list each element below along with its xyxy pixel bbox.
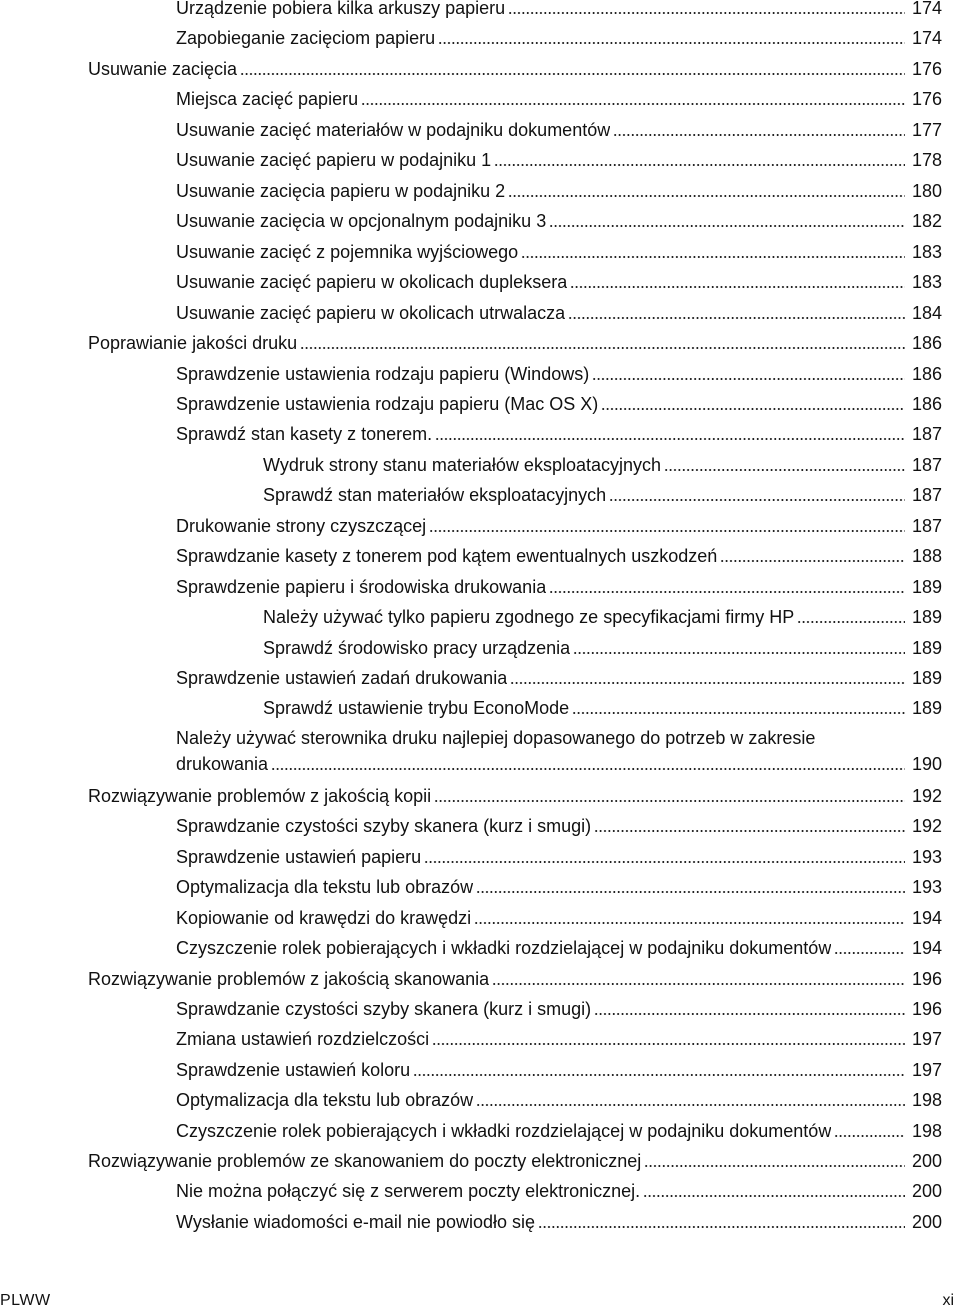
toc-dot-leader	[797, 621, 905, 623]
toc-entry-title: Nie można połączyć się z serwerem poczty elektronicznej.	[176, 1181, 641, 1201]
toc-entry-title: Czyszczenie rolek pobierających i wkładki rozdzielającej w podajniku dokumentów	[176, 1121, 832, 1141]
toc-entry-title: Sprawdź ustawienie trybu EconoMode	[263, 698, 570, 718]
toc-dot-leader	[474, 922, 905, 924]
toc-entry-page-number: 198	[911, 1090, 942, 1110]
toc-dot-leader	[613, 134, 905, 136]
toc-entry-page-number: 200	[911, 1212, 942, 1232]
toc-entry-page-number: 196	[911, 969, 942, 989]
toc-entry-title: drukowania	[176, 754, 269, 774]
toc-entry-title: Sprawdzenie ustawienia rodzaju papieru (Mac OS X)	[176, 394, 599, 414]
toc-entry-title: Zmiana ustawień rozdzielczości	[176, 1029, 430, 1049]
toc-entry-page-number: 186	[911, 333, 942, 353]
toc-entry-page-number: 174	[911, 28, 942, 48]
toc-dot-leader	[644, 1165, 905, 1167]
toc-entry-title: Sprawdzanie kasety z tonerem pod kątem ewentualnych uszkodzeń	[176, 546, 718, 566]
toc-entry-title: Usuwanie zacięć materiałów w podajniku dokumentów	[176, 120, 611, 140]
toc-dot-leader	[549, 225, 905, 227]
toc-entry[interactable]	[176, 363, 942, 385]
toc-entry[interactable]	[176, 149, 942, 171]
toc-entry[interactable]	[176, 393, 942, 415]
toc-entry-title: Usuwanie zacięcia w opcjonalnym podajniku 3	[176, 211, 547, 231]
toc-entry-page-number: 200	[911, 1181, 942, 1201]
toc-entry-page-number: 180	[911, 181, 942, 201]
toc-entry-title: Sprawdź środowisko pracy urządzenia	[263, 638, 571, 658]
toc-entry-page-number: 189	[911, 577, 942, 597]
toc-entry-title: Usuwanie zacięć papieru w podajniku 1	[176, 150, 492, 170]
toc-entry[interactable]	[176, 907, 942, 929]
toc-entry[interactable]	[176, 180, 942, 202]
toc-entry-page-number: 189	[911, 607, 942, 627]
toc-entry[interactable]	[263, 637, 942, 659]
toc-entry-title: Usuwanie zacięć papieru w okolicach dupleksera	[176, 272, 568, 292]
toc-entry[interactable]	[176, 1211, 942, 1233]
toc-entry-page-number: 189	[911, 638, 942, 658]
toc-entry[interactable]	[176, 576, 942, 598]
toc-dot-leader	[434, 800, 905, 802]
toc-entry-title: Drukowanie strony czyszczącej	[176, 516, 427, 536]
toc-entry[interactable]	[176, 271, 942, 293]
toc-entry-title: Czyszczenie rolek pobierających i wkładki rozdzielającej w podajniku dokumentów	[176, 938, 832, 958]
toc-dot-leader	[834, 1135, 905, 1137]
toc-entry-page-number: 187	[911, 485, 942, 505]
toc-dot-leader	[594, 830, 905, 832]
toc-entry[interactable]	[176, 937, 942, 959]
toc-entry-title: Wysłanie wiadomości e-mail nie powiodło się	[176, 1212, 535, 1232]
toc-entry[interactable]	[176, 545, 942, 567]
toc-entry-page-number: 200	[911, 1151, 942, 1171]
toc-entry-title: Kopiowanie od krawędzi do krawędzi	[176, 908, 472, 928]
toc-dot-leader	[271, 768, 905, 770]
toc-entry-page-number: 190	[911, 754, 942, 774]
toc-dot-leader	[361, 103, 905, 105]
toc-entry[interactable]	[88, 785, 942, 807]
toc-entry[interactable]	[88, 58, 942, 80]
toc-dot-leader	[492, 983, 905, 985]
toc-dot-leader	[664, 469, 905, 471]
toc-entry-page-number: 178	[911, 150, 942, 170]
toc-entry-page-number: 197	[911, 1029, 942, 1049]
toc-entry-page-number: 196	[911, 999, 942, 1019]
toc-entry[interactable]	[176, 241, 942, 263]
toc-entry-page-number: 176	[911, 89, 942, 109]
toc-dot-leader	[834, 952, 905, 954]
toc-entry-title: Rozwiązywanie problemów z jakością skanowania	[88, 969, 490, 989]
toc-entry-page-number: 193	[911, 877, 942, 897]
toc-entry[interactable]	[263, 454, 942, 476]
footer-language-code: PLWW	[0, 1292, 51, 1309]
toc-entry[interactable]	[176, 815, 942, 837]
toc-entry-page-number: 176	[911, 59, 942, 79]
toc-entry-page-number: 193	[911, 847, 942, 867]
toc-dot-leader	[592, 378, 905, 380]
toc-entry[interactable]	[263, 484, 942, 506]
toc-entry[interactable]	[88, 332, 942, 354]
toc-entry-page-number: 189	[911, 698, 942, 718]
footer-page-number: xi	[942, 1292, 954, 1309]
toc-entry-page-number: 194	[911, 908, 942, 928]
toc-entry[interactable]	[176, 0, 942, 19]
toc-entry[interactable]	[176, 119, 942, 141]
toc-dot-leader	[476, 891, 905, 893]
toc-entry-title: Wydruk strony stanu materiałów eksploatacyjnych	[263, 455, 662, 475]
toc-entry-page-number: 198	[911, 1121, 942, 1141]
toc-entry-title: Sprawdzenie ustawień papieru	[176, 847, 422, 867]
toc-dot-leader	[429, 530, 905, 532]
toc-dot-leader	[494, 164, 905, 166]
toc-entry-title: Urządzenie pobiera kilka arkuszy papieru	[176, 0, 506, 18]
toc-entry[interactable]	[176, 515, 942, 537]
toc-entry-title: Miejsca zacięć papieru	[176, 89, 359, 109]
toc-entry-page-number: 187	[911, 455, 942, 475]
toc-entry[interactable]	[176, 876, 942, 898]
toc-dot-leader	[508, 12, 905, 14]
toc-entry-page-number: 186	[911, 364, 942, 384]
toc-entry-title: Poprawianie jakości druku	[88, 333, 298, 353]
toc-dot-leader	[720, 560, 905, 562]
toc-dot-leader	[435, 438, 905, 440]
toc-dot-leader	[432, 1043, 905, 1045]
toc-entry[interactable]	[88, 1150, 942, 1172]
toc-entry-page-number: 183	[911, 272, 942, 292]
toc-entry-page-number: 177	[911, 120, 942, 140]
toc-entry-title: Sprawdź stan kasety z tonerem.	[176, 424, 433, 444]
toc-dot-leader	[572, 712, 905, 714]
toc-entry-title: Sprawdzenie ustawień zadań drukowania	[176, 668, 508, 688]
toc-entry-page-number: 188	[911, 546, 942, 566]
toc-entry[interactable]	[176, 753, 942, 775]
toc-dot-leader	[570, 286, 905, 288]
toc-entry-title: Zapobieganie zacięciom papieru	[176, 28, 436, 48]
toc-entry[interactable]	[176, 1059, 942, 1081]
toc-entry-page-number: 186	[911, 394, 942, 414]
toc-entry-title: Rozwiązywanie problemów z jakością kopii	[88, 786, 432, 806]
toc-entry-title: Usuwanie zacięcia	[88, 59, 238, 79]
toc-entry-title: Rozwiązywanie problemów ze skanowaniem do poczty elektronicznej	[88, 1151, 642, 1171]
toc-entry-title: Sprawdź stan materiałów eksploatacyjnych	[263, 485, 607, 505]
toc-entry-title: Optymalizacja dla tekstu lub obrazów	[176, 1090, 474, 1110]
toc-entry[interactable]	[176, 88, 942, 110]
toc-entry[interactable]	[263, 606, 942, 628]
toc-entry[interactable]	[176, 1028, 942, 1050]
toc-entry-page-number: 184	[911, 303, 942, 323]
toc-entry[interactable]	[176, 423, 942, 445]
toc-dot-leader	[601, 408, 905, 410]
toc-entry[interactable]	[176, 302, 942, 324]
toc-entry[interactable]	[88, 968, 942, 990]
toc-dot-leader	[538, 1226, 905, 1228]
toc-dot-leader	[643, 1195, 905, 1197]
toc-dot-leader	[438, 42, 905, 44]
toc-dot-leader	[413, 1074, 905, 1076]
toc-entry-title: Usuwanie zacięcia papieru w podajniku 2	[176, 181, 506, 201]
toc-entry[interactable]	[176, 1120, 942, 1142]
toc-entry-title: Sprawdzenie ustawień koloru	[176, 1060, 411, 1080]
toc-entry-title: Usuwanie zacięć z pojemnika wyjściowego	[176, 242, 519, 262]
toc-entry-title: Sprawdzenie papieru i środowiska drukowania	[176, 577, 547, 597]
toc-entry-title: Optymalizacja dla tekstu lub obrazów	[176, 877, 474, 897]
toc-entry-page-number: 192	[911, 816, 942, 836]
toc-entry-title: Usuwanie zacięć papieru w okolicach utrwalacza	[176, 303, 566, 323]
toc-entry[interactable]	[176, 846, 942, 868]
toc-entry-title: Sprawdzanie czystości szyby skanera (kurz i smugi)	[176, 816, 592, 836]
toc-dot-leader	[594, 1013, 905, 1015]
toc-dot-leader	[424, 861, 905, 863]
toc-dot-leader	[573, 652, 905, 654]
toc-dot-leader	[510, 682, 905, 684]
toc-entry[interactable]	[176, 1180, 942, 1202]
toc-entry[interactable]	[176, 667, 942, 689]
toc-entry[interactable]	[176, 1089, 942, 1111]
toc-entry-page-number: 194	[911, 938, 942, 958]
toc-entry[interactable]	[176, 998, 942, 1020]
toc-dot-leader	[568, 317, 905, 319]
page-footer	[0, 1292, 960, 1314]
toc-entry-page-number: 197	[911, 1060, 942, 1080]
toc-dot-leader	[549, 591, 905, 593]
toc-entry-page-number: 189	[911, 668, 942, 688]
toc-entry-page-number: 187	[911, 516, 942, 536]
toc-entry[interactable]	[176, 27, 942, 49]
toc-dot-leader	[508, 195, 905, 197]
toc-dot-leader	[476, 1104, 905, 1106]
toc-dot-leader	[300, 347, 905, 349]
toc-entry-title: Należy używać tylko papieru zgodnego ze specyfikacjami firmy HP	[263, 607, 795, 627]
toc-entry[interactable]	[176, 210, 942, 232]
toc-entry-title: Sprawdzanie czystości szyby skanera (kurz i smugi)	[176, 999, 592, 1019]
toc-dot-leader	[240, 73, 905, 75]
toc-entry-first-line: Należy używać sterownika druku najlepiej dopasowanego do potrzeb w zakresie	[176, 728, 816, 748]
toc-dot-leader	[609, 499, 905, 501]
toc-entry-title: Sprawdzenie ustawienia rodzaju papieru (Windows)	[176, 364, 590, 384]
toc-entry-page-number: 187	[911, 424, 942, 444]
toc-entry-page-number: 192	[911, 786, 942, 806]
toc-entry[interactable]	[263, 697, 942, 719]
toc-dot-leader	[521, 256, 905, 258]
toc-entry-page-number: 183	[911, 242, 942, 262]
toc-entry-page-number: 182	[911, 211, 942, 231]
toc-entry-page-number: 174	[911, 0, 942, 18]
